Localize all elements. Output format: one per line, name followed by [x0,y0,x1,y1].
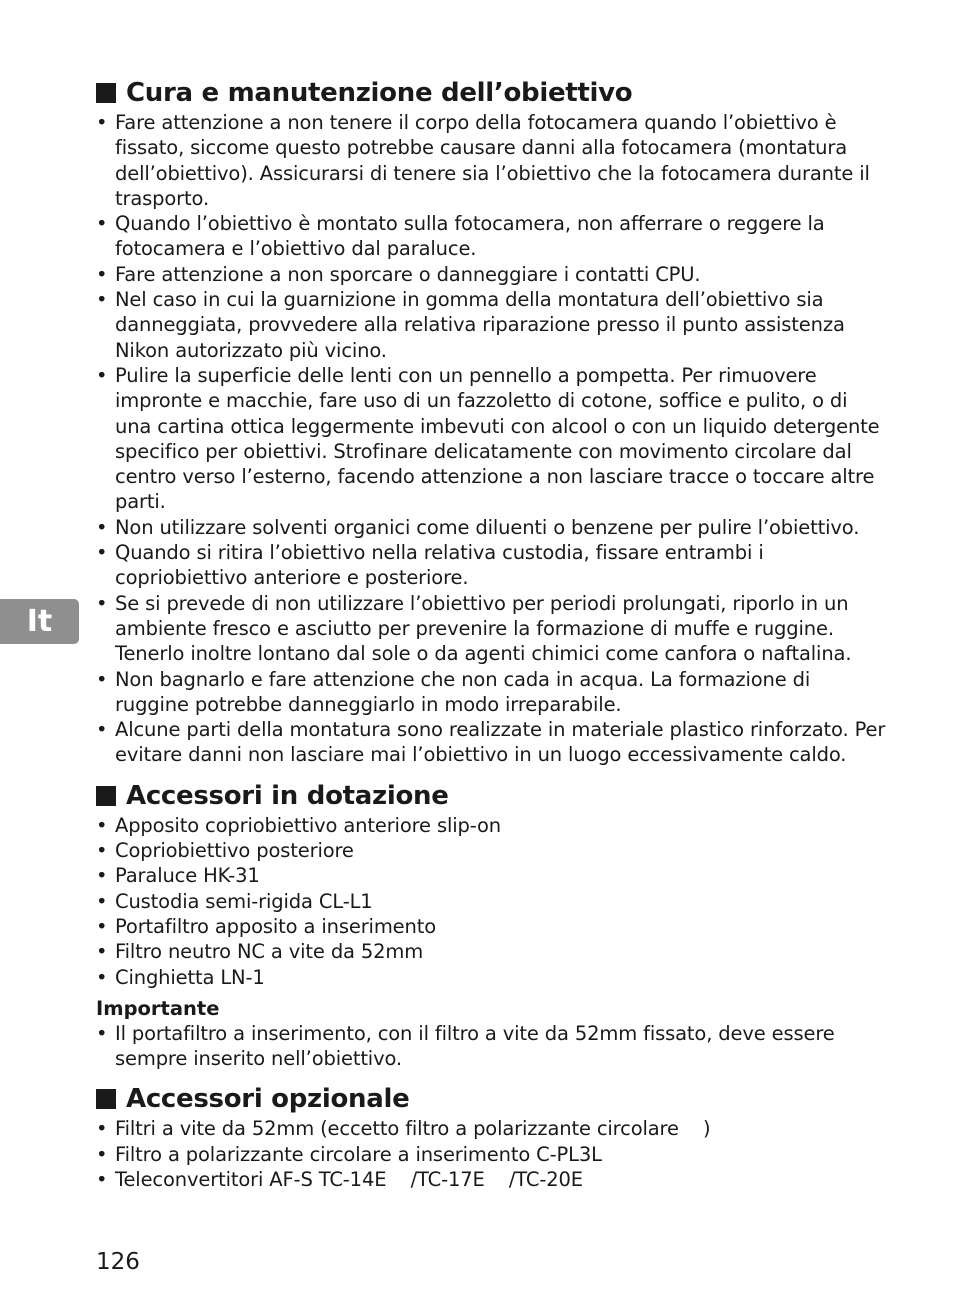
section-heading-optional [96,1082,886,1116]
page-number: 126 [96,1249,140,1275]
list-item: • Cinghietta LN-1 [96,965,886,990]
important-heading: Importante [96,996,220,1020]
list-item: • Teleconvertitori AF-S TC-14E /TC-17E /TC-20E [96,1167,886,1192]
square-bullet-icon [96,83,116,103]
section-heading-care [96,76,886,110]
list-item: • Copriobiettivo posteriore [96,838,886,863]
section-heading-supplied [96,779,886,813]
section-title: Cura e manutenzione dell’obiettivo [126,78,633,108]
list-item: • Fare attenzione a non sporcare o danneggiare i contatti CPU. [96,262,886,287]
square-bullet-icon [96,1089,116,1109]
list-item: • Se si prevede di non utilizzare l’obiettivo per periodi prolungati, riporlo in un ambiente fresco e asciutto per prevenire la formazione di muffe e ruggine. Tenerlo inoltre lontano dal sole o da agenti chimici come canfora o naftalina. [96,591,886,667]
list-item: • Pulire la superficie delle lenti con un pennello a pompetta. Per rimuovere impronte e macchie, fare uso di un fazzoletto di cotone, soffice e pulito, o di una cartina ottica leggermente imbevuti con alcool o con un liquido detergente specifico per obiettivi. Strofinare delicatamente con movimento circolare dal centro verso l’esterno, facendo attenzione a non lasciare tracce o toccare altre parti. [96,363,886,515]
list-item: • Apposito copriobiettivo anteriore slip-on [96,813,886,838]
list-item: • Custodia semi-rigida CL-L1 [96,889,886,914]
list-item: • Fare attenzione a non tenere il corpo della fotocamera quando l’obiettivo è fissato, siccome questo potrebbe causare danni alla fotocamera (montatura dell’obiettivo). Assicurarsi di tenere sia l’obiettivo che la fotocamera durante il trasporto. [96,110,886,211]
list-item: • Quando l’obiettivo è montato sulla fotocamera, non afferrare o reggere la fotocamera e l’obiettivo dal paraluce. [96,211,886,262]
list-item: • Nel caso in cui la guarnizione in gomma della montatura dell’obiettivo sia danneggiata, provvedere alla relativa riparazione presso il punto assistenza Nikon autorizzato più vicino. [96,287,886,363]
list-item: • Non bagnarlo e fare attenzione che non cada in acqua. La formazione di ruggine potrebbe danneggiarlo in modo irreparabile. [96,667,886,718]
section-title: Accessori in dotazione [126,780,449,811]
section-optional-accessories [96,1082,886,1192]
list-item: • Filtro a polarizzante circolare a inserimento C-PL3L [96,1142,886,1167]
list-item: • Filtri a vite da 52mm (eccetto filtro a polarizzante circolare ) [96,1116,886,1141]
care-list [96,110,886,768]
list-item: • Portafiltro apposito a inserimento [96,914,886,939]
list-item: • Quando si ritira l’obiettivo nella relativa custodia, fissare entrambi i copriobiettivo anteriore e posteriore. [96,540,886,591]
section-supplied-accessories [96,779,886,1072]
list-item: • Alcune parti della montatura sono realizzate in materiale plastico rinforzato. Per evitare danni non lasciare mai l’obiettivo in un luogo eccessivamente caldo. [96,717,886,768]
list-item: • Il portafiltro a inserimento, con il filtro a vite da 52mm fissato, deve essere sempre inserito nell’obiettivo. [96,1021,886,1072]
language-tab: It [0,599,79,644]
page-content [96,76,886,1192]
section-care [96,76,886,768]
section-title: Accessori opzionale [126,1084,410,1115]
important-list [96,1021,886,1072]
square-bullet-icon [96,786,116,806]
list-item: • Non utilizzare solventi organici come diluenti o benzene per pulire l’obiettivo. [96,515,886,540]
supplied-list [96,813,886,990]
optional-list [96,1116,886,1192]
list-item: • Filtro neutro NC a vite da 52mm [96,939,886,964]
list-item: • Paraluce HK-31 [96,863,886,888]
